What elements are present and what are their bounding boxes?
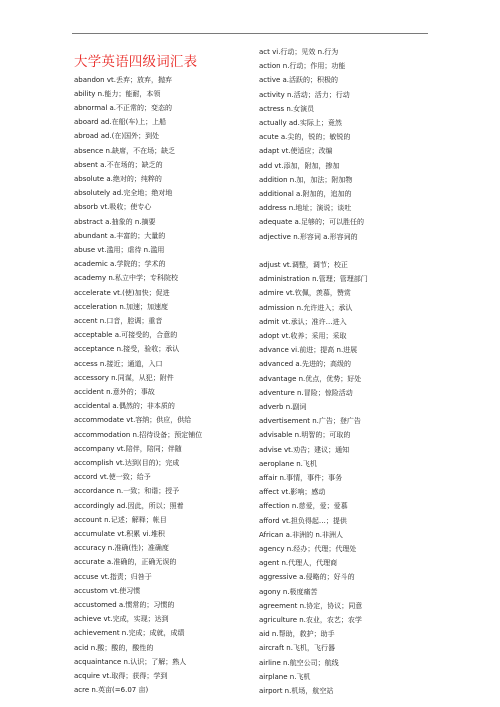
vocab-entry: academic a.学院的；学术的 (74, 260, 166, 269)
vocab-entry: agency n.经办；代理；代理处 (259, 545, 357, 553)
vocab-entry: acute a.尖的，锐的；敏锐的 (259, 133, 351, 142)
vocab-entry: adjust vt.调整，调节；校正 (259, 261, 348, 269)
vocab-entry: advise vt.劝告；建议；通知 (259, 445, 350, 454)
vocab-entry: agent n.代理人，代理商 (259, 559, 338, 568)
vocab-entry: acquire vt.取得；获得；学到 (74, 671, 168, 680)
vocab-entry: aid n.帮助，救护；助手 (259, 630, 335, 639)
vocab-entry: accommodate vt.容纳；供应，供给 (74, 416, 192, 425)
vocab-entry: achievement n.完成；成就，成绩 (74, 629, 185, 638)
vocab-entry: abroad ad.(在)国外；到处 (74, 132, 160, 141)
vocab-entry: absorb vt.吸收；使专心 (74, 203, 152, 212)
vocab-entry: additional a.附加的，追加的 (259, 190, 352, 198)
vocab-entry: aboard ad.在船(车)上；上船 (74, 118, 167, 127)
vocab-entry: absent a.不在场的；缺乏的 (74, 160, 163, 169)
vocab-entry: active a.活跃的；积极的 (259, 76, 339, 85)
vocab-entry: accustomed a.惯常的；习惯的 (74, 600, 175, 609)
vocab-entry: abnormal a.不正常的；变态的 (74, 103, 172, 112)
vocab-entry: account n.记述；解释；帐目 (74, 515, 167, 524)
vocab-entry: airplane n.飞机 (259, 672, 311, 681)
vocab-entry: access n.接近；通道，入口 (74, 359, 163, 368)
vocab-entry: acceptable a.可接受的，合意的 (74, 331, 178, 340)
vocab-entry: advisable n.明智的；可取的 (259, 431, 351, 440)
vocab-entry: accomplish vt.达到(目的)；完成 (74, 458, 180, 467)
vocab-entry: afford vt.担负得起…；提供 (259, 516, 347, 525)
vocab-entry: adjective n.形容词 a.形容词的 (259, 232, 358, 241)
vocab-entry: agriculture n.农业，农艺；农学 (259, 616, 362, 624)
vocab-entry: advantage n.优点，优势；好处 (259, 374, 362, 383)
vocab-entry: acceptance n.接受，验收；承认 (74, 345, 180, 354)
vocab-entry: act vi.行动；见效 n.行为 (259, 48, 339, 56)
vocab-entry: airport n.机场，航空站 (259, 687, 334, 695)
vocab-entry: action n.行动；作用；功能 (259, 62, 346, 71)
vocab-entry: agony n.极度痛苦 (259, 587, 318, 596)
top-rule (72, 33, 428, 34)
page-title: 大学英语四级词汇表 (74, 54, 198, 70)
vocab-entry: abandon vt.丢弃；放弃，抛弃 (74, 75, 172, 84)
vocab-entry: accustom vt.使习惯 (74, 586, 141, 595)
vocab-entry: agreement n.协定，协议；同意 (259, 601, 363, 610)
vocab-entry: airline n.航空公司；航线 (259, 658, 339, 667)
vocab-entry: aircraft n.飞机，飞行器 (259, 644, 335, 653)
vocab-entry: advertisement n.广告；登广告 (259, 417, 361, 426)
vocab-entry: acid n.酸；酸的，酸性的 (74, 643, 154, 652)
vocab-entry: advanced a.先进的；高级的 (259, 360, 351, 369)
vocab-entry: African a.非洲的 n.非洲人 (259, 530, 344, 539)
vocab-entry: actress n.女演员 (259, 104, 315, 113)
vocab-entry: absence n.缺席，不在场；缺乏 (74, 146, 176, 155)
vocab-entry: add vt.添加，附加，掺加 (259, 161, 340, 170)
vocab-entry: acceleration n.加速；加速度 (74, 302, 169, 311)
vocab-entry: ability n.能力；能耐，本领 (74, 89, 161, 98)
vocab-entry: abundant a.丰富的；大量的 (74, 231, 166, 240)
vocab-entry: achieve vt.完成，实现；达到 (74, 615, 169, 624)
vocab-entry: accommodation n.招待设备；预定铺位 (74, 430, 203, 439)
vocab-entry: adventure n.冒险；惊险活动 (259, 388, 353, 397)
vocab-entry: accord vt.使一致；给予 (74, 473, 151, 482)
vocab-entry: addition n.加，加法；附加物 (259, 175, 353, 184)
vocab-entry: academy n.私立中学；专科院校 (74, 274, 179, 283)
vocab-entry: adverb n.副词 (259, 403, 307, 411)
vocab-entry: accompany vt.陪伴，陪同；伴随 (74, 444, 182, 453)
vocab-entry: advance vi.前进；提高 n.进展 (259, 346, 358, 355)
vocab-entry: abuse vt.滥用；虐待 n.滥用 (74, 245, 165, 254)
vocab-entry: administration n.管理；管理部门 (259, 275, 368, 284)
vocab-entry: activity n.活动；活力；行动 (259, 90, 350, 99)
vocab-entry: absolute a.绝对的；纯粹的 (74, 174, 162, 183)
vocab-entry: admit vt.承认；准许…进入 (259, 317, 347, 326)
vocab-entry: affection n.慈爱，爱；爱慕 (259, 502, 348, 511)
vocab-entry: accuracy n.准确(性)；准确度 (74, 544, 169, 553)
vocab-entry: adequate a.足够的；可以胜任的 (259, 218, 364, 227)
vocab-entry: adopt vt.收养；采用；采取 (259, 332, 347, 340)
vocab-entry: accessory n.同谋，从犯；附件 (74, 373, 174, 382)
vocab-entry: affect vt.影响；感动 (259, 488, 326, 497)
vocab-entry: accelerate vt.(使)加快；促进 (74, 288, 170, 297)
vocab-entry: absolutely ad.完全地；绝对地 (74, 189, 173, 198)
vocab-entry: abstract a.抽象的 n.摘要 (74, 217, 156, 226)
vocab-entry: accurate a.准确的，正确无误的 (74, 558, 177, 567)
vocab-entry: aeroplane n.飞机 (259, 459, 317, 468)
vocab-entry: address n.地址；演说；谈吐 (259, 204, 352, 213)
vocab-entry: accent n.口音，腔调；重音 (74, 316, 163, 325)
vocab-entry: adapt vt.使适应；改编 (259, 147, 333, 156)
vocab-entry: affair n.事情，事件；事务 (259, 474, 343, 482)
vocab-entry: aggressive a.侵略的；好斗的 (259, 573, 355, 582)
vocab-entry: admission n.允许进入；承认 (259, 303, 353, 312)
vocab-entry: acquaintance n.认识；了解；熟人 (74, 657, 187, 666)
vocab-entry: accumulate vt.积累 vi.堆积 (74, 529, 165, 538)
vocab-entry: actually ad.实际上；竟然 (259, 119, 342, 127)
vocab-entry: accordance n.一致；和谐；授予 (74, 487, 180, 496)
vocab-entry: admire vt.钦佩，羡慕，赞赏 (259, 289, 351, 298)
vocab-entry: accidental a.偶然的；非本质的 (74, 402, 175, 411)
vocab-entry: acre n.英亩(=6.07 亩) (74, 686, 149, 695)
vocab-entry: accuse vt.指责；归咎于 (74, 572, 152, 581)
vocab-entry: accordingly ad.因此，所以；照着 (74, 501, 184, 510)
vocab-entry: accident n.意外的；事故 (74, 387, 155, 396)
